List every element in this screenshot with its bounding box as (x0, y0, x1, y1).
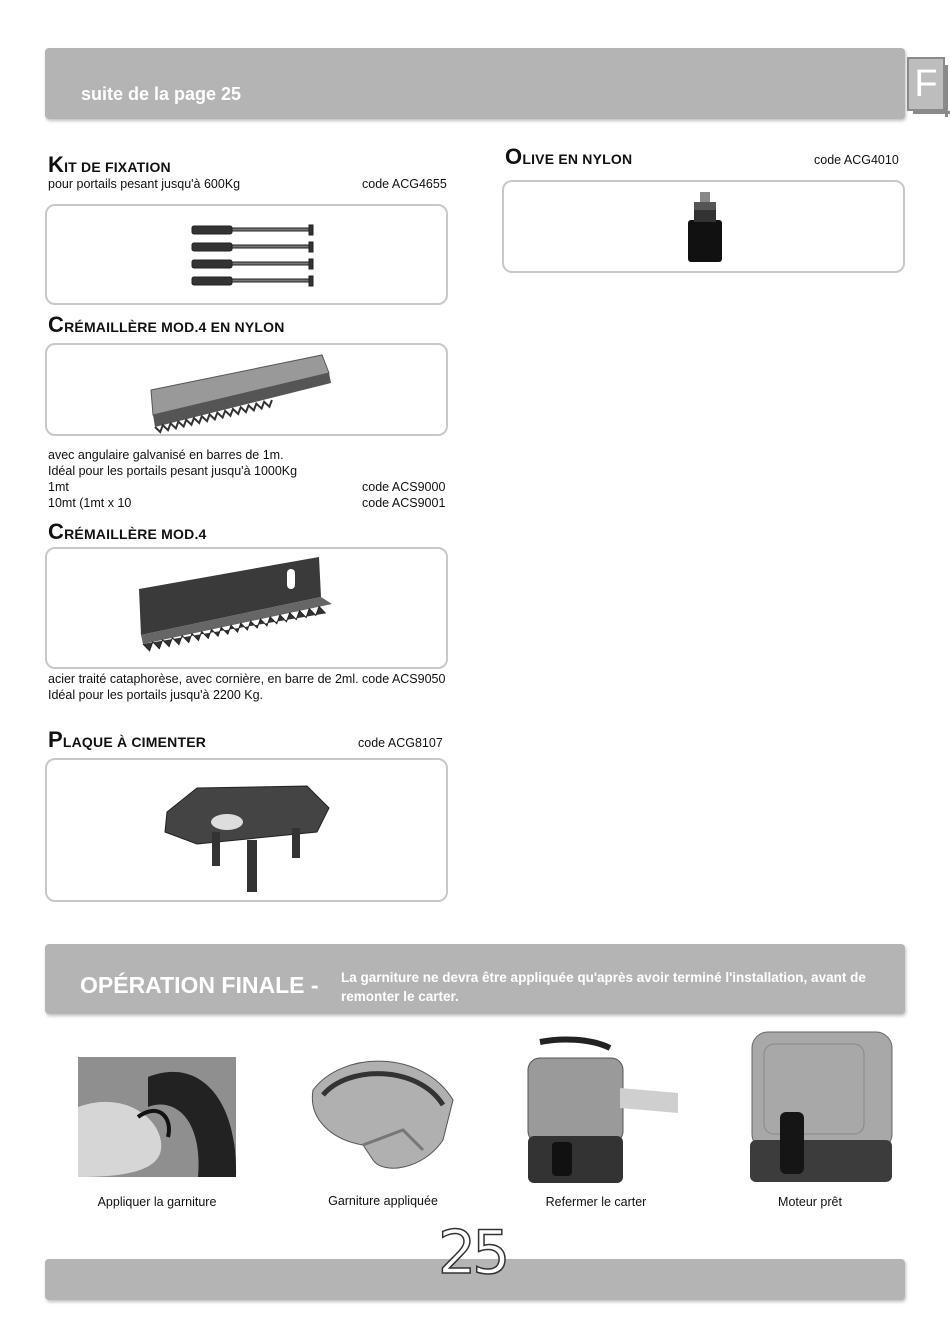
crem-title: CRÉMAILLÈRE MOD.4 (48, 519, 207, 544)
crem-nylon-opt1-label: 1mt (48, 480, 69, 494)
apply-gasket-photo (78, 1057, 236, 1177)
kit-image-panel (45, 204, 448, 305)
crem-line1: acier traité cataphorèse, avec cornière, en barre de 2ml. code ACS9050 (48, 672, 446, 686)
crem-nylon-opt2-code: code ACS9001 (362, 496, 446, 510)
anchor-bolts-illustration (47, 206, 450, 307)
nylon-olive-illustration (504, 182, 907, 275)
cement-plate-illustration (47, 760, 450, 904)
kit-subtitle: pour portails pesant jusqu'à 600Kg (48, 177, 241, 191)
crem-nylon-line1: avec angulaire galvanisé en barres de 1m. (48, 448, 284, 462)
olive-code: code ACG4010 (814, 153, 899, 167)
nylon-rack-illustration (47, 345, 450, 438)
olive-title: OLIVE EN NYLON (505, 144, 633, 169)
page-number: 25 (438, 1218, 507, 1288)
step-caption-4: Moteur prêt (778, 1195, 842, 1209)
step-caption-1: Appliquer la garniture (97, 1195, 217, 1209)
kit-code: code ACG4655 (362, 177, 447, 191)
motor-ready-photo (748, 1030, 898, 1185)
operation-title: OPÉRATION FINALE - (80, 972, 319, 998)
step-caption-3: Refermer le carter (545, 1195, 647, 1209)
plaque-title: PLAQUE À CIMENTER (48, 727, 207, 752)
crem-nylon-opt1-code: code ACS9000 (362, 480, 446, 494)
crem-image-panel (45, 547, 448, 669)
operation-band (45, 944, 905, 1014)
language-tab[interactable]: F (907, 57, 945, 111)
crem-nylon-image-panel (45, 343, 448, 436)
kit-title: KIT DE FIXATION (48, 152, 171, 177)
plaque-image-panel (45, 758, 448, 902)
close-cover-photo (520, 1038, 680, 1188)
header-band (45, 48, 905, 119)
olive-image-panel (502, 180, 905, 273)
header-title: suite de la page 25 (81, 84, 242, 104)
crem-line2: Idéal pour les portails jusqu'à 2200 Kg. (48, 688, 264, 702)
operation-description: La garniture ne devra être appliquée qu'après avoir terminé l'installation, avant de remonter le carter. (341, 970, 866, 1004)
crem-nylon-title: CRÉMAILLÈRE MOD.4 EN NYLON (48, 312, 285, 337)
gasket-applied-photo (303, 1050, 463, 1180)
crem-nylon-line2: Idéal pour les portails pesant jusqu'à 1000Kg (48, 464, 298, 478)
crem-nylon-opt2-label: 10mt (1mt x 10 (48, 496, 132, 510)
step-caption-2: Garniture appliquée (328, 1194, 438, 1208)
steel-rack-illustration (47, 549, 450, 671)
plaque-code: code ACG8107 (358, 736, 443, 750)
